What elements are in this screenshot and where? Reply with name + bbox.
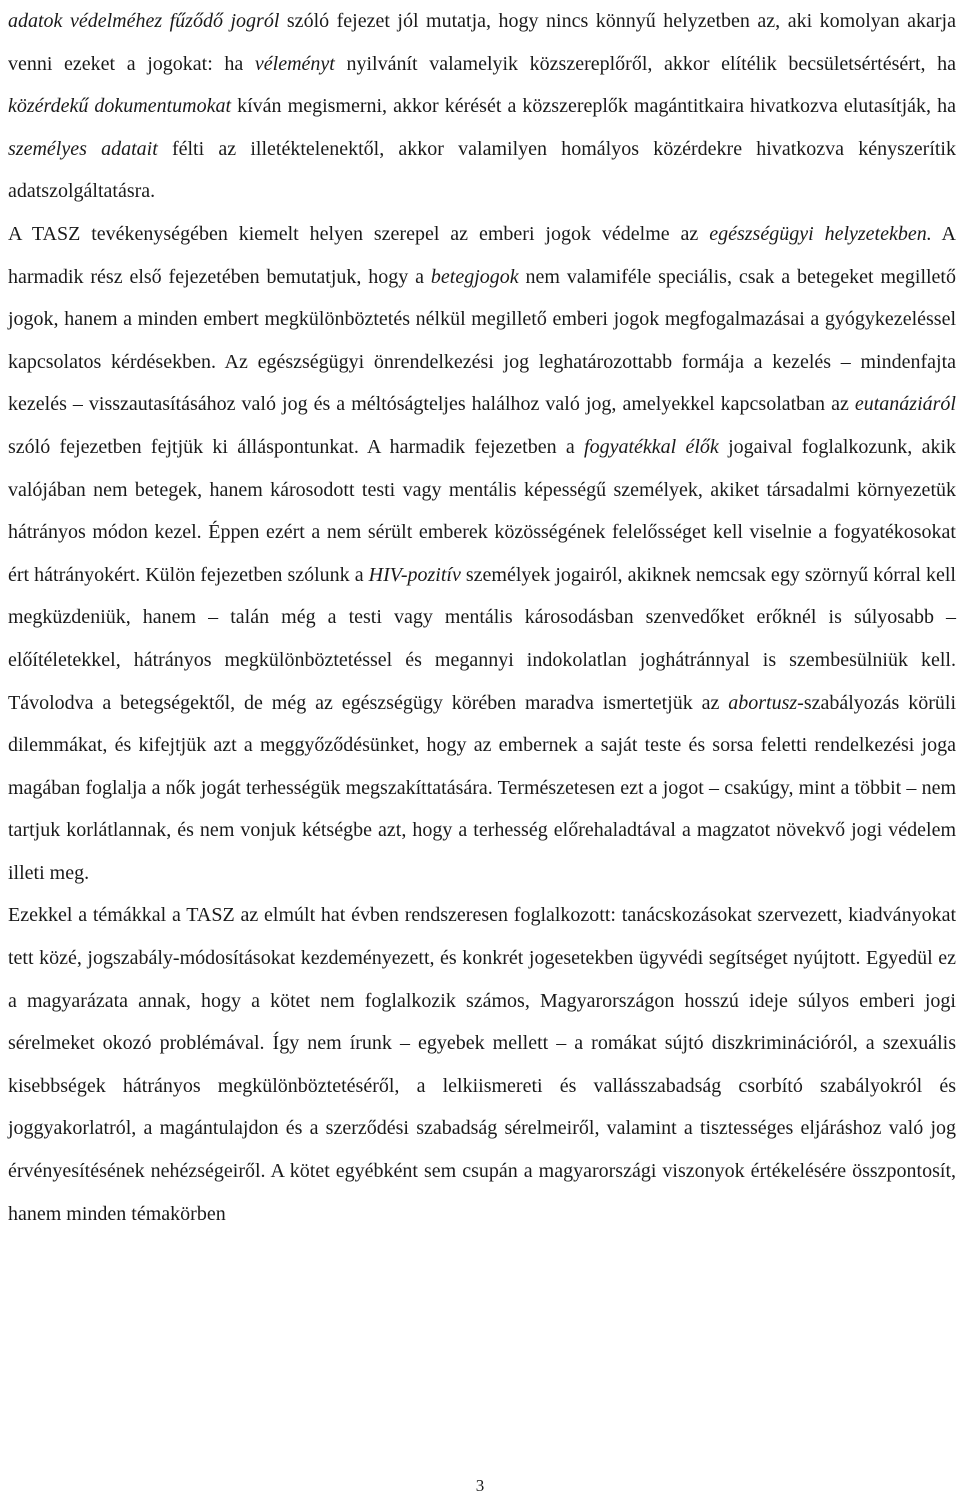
italic-phrase: közérdekű dokumentumokat — [8, 95, 232, 118]
text-run: szóló fejezet jól mutatja, hogy nincs könnyű helyzetben az, aki komolyan akarja venni ezeket a jogokat: ha — [8, 10, 956, 75]
text-run: A TASZ tevékenységében kiemelt helyen szerepel az emberi jogok védelme az — [8, 222, 710, 245]
italic-phrase: személyes adatait — [8, 137, 158, 160]
paragraph-1 — [8, 0, 956, 213]
text-run: nem valamiféle speciális, csak a betegeket megillető jogok, hanem a minden embert megkülönböztetés nélkül megillető emberi jogok megfogalmazásai a gyógykezeléssel kapcsolatos kérdésekben. Az egészségügyi önrendelkezési jog leghatározottabb formája a kezelés – mindenfajta kezelés – visszautasításához való jog és a méltóságteljes halálhoz való jog, amelyekkel kapcsolatban az — [8, 265, 956, 416]
italic-phrase: adatok védelméhez fűződő jogról — [8, 10, 280, 32]
italic-phrase: HIV-pozitív — [368, 563, 461, 586]
text-run: -szabályozás körüli dilemmákat, és kifejtjük azt a meggyőződésünket, hogy az embernek a saját teste és sorsa feletti rendelkezési joga magában foglalja a nők jogát terhességük megszakíttatására. Természetesen ezt a jogot – csakúgy, mint a többit – nem tartjuk korlátlannak, és nem vonjuk kétségbe azt, hogy a terhesség előrehaladtával a magzatot növekvő jogi védelem illeti meg. — [8, 691, 956, 884]
italic-phrase: fogyatékkal élők — [584, 435, 719, 458]
italic-phrase: egészségügyi helyzetekben. — [709, 222, 932, 245]
text-run: jogaival foglalkozunk, akik valójában nem betegek, hanem károsodott testi vagy mentális képességű személyek, akiket társadalmi környezetük hátrányos módon kezel. Éppen ezért a nem sérült emberek közösségének felelősséget kell viselnie a fogyatékosokat ért hátrányokért. Külön fejezetben szólunk a — [8, 435, 956, 586]
paragraph-2 — [8, 213, 956, 895]
text-run: személyek jogairól, akiknek nemcsak egy szörnyű kórral kell megküzdeniük, hanem – talán még a testi vagy mentális károsodásban szenvedőket erőknél is súlyosabb – előítéletekkel, hátrányos megkülönböztetéssel és megannyi indokolatlan joghátránnyal is szembesülniük kell. Távolodva a betegségektől, de még az egészségügy körében maradva ismertetjük az — [8, 563, 956, 714]
text-run: félti az illetéktelenektől, akkor valamilyen homályos közérdekre hivatkozva kényszerítik adatszolgáltatásra. — [8, 137, 956, 203]
text-run: kíván megismerni, akkor kérését a közszereplők magántitkaira hivatkozva elutasítják, ha — [231, 95, 956, 118]
italic-phrase: betegjogok — [430, 265, 519, 288]
text-run: Ezekkel a témákkal a TASZ az elmúlt hat évben rendszeresen foglalkozott: tanácskozásokat szervezett, kiadványokat tett közé, jogszabály-módosításokat kezdeményezett, és konkrét jogesetekben ügyvédi segítséget nyújtott. Egyedül ez a magyarázata annak, hogy a kötet nem foglalkozik számos, Magyarországon hosszú ideje súlyos emberi jogi sérelmeket okozó problémával. Így nem írunk – egyebek mellett – a romákat sújtó diszkriminációról, a szexuális kisebbségek hátrányos megkülönböztetéséről, a lelkiismereti és vallásszabadság csorbító szabályokról és joggyakorlatról, a magántulajdon és a szerződési szabadság sérelmeiről, valamint a tisztességes eljáráshoz való jog érvényesítésének nehézségeiről. A kötet egyébként sem csupán a magyarországi viszonyok értékelésére összpontosít, hanem minden témakörben — [8, 904, 956, 1225]
italic-phrase: véleményt — [254, 52, 335, 75]
italic-phrase: eutanáziáról — [854, 393, 956, 416]
text-run: A harmadik rész első fejezetében bemutatjuk, hogy a — [8, 222, 956, 288]
text-run: szóló fejezetben fejtjük ki álláspontunkat. A harmadik fejezetben a — [8, 435, 585, 458]
italic-phrase: abortusz — [728, 691, 798, 714]
text-run: nyilvánít valamelyik közszereplőről, akkor elítélik becsületsértésért, ha — [334, 52, 956, 75]
paragraph-3 — [8, 894, 956, 1235]
page-number: 3 — [475, 1476, 485, 1495]
document-page — [8, 0, 956, 1235]
